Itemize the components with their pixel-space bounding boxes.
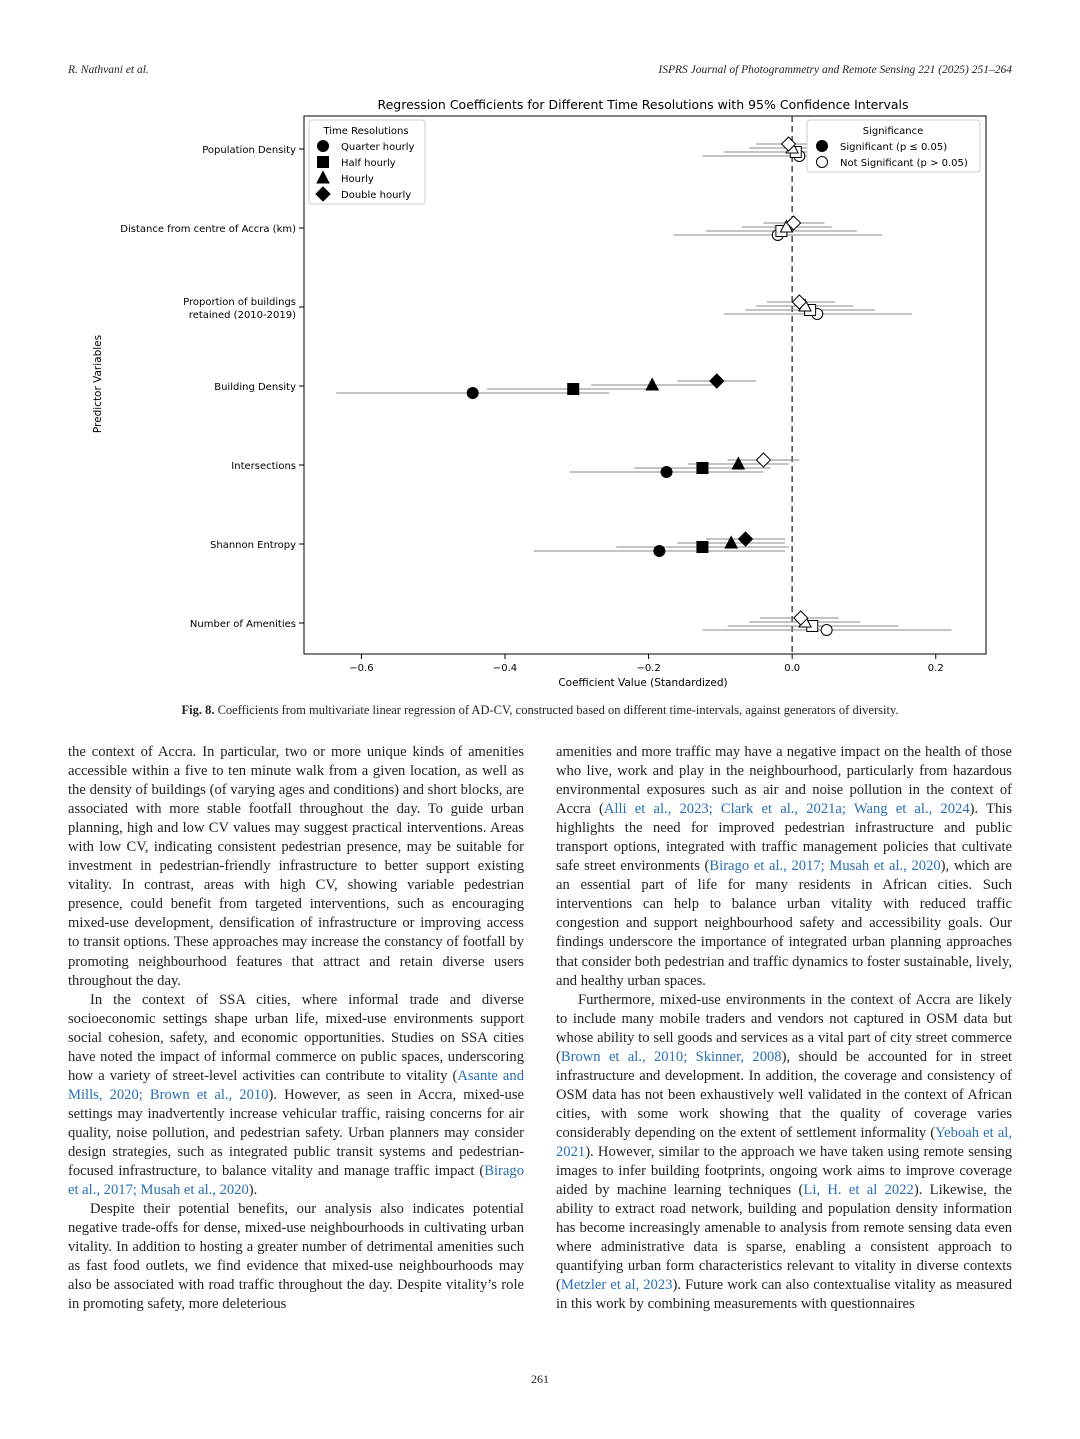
x-axis-label: Coefficient Value (Standardized) [558,677,728,689]
legend-title: Time Resolutions [323,126,409,137]
paragraph-text: Furthermore, mixed-use environments in the context of Accra are likely to include many mobile traders and vendors not captured in OSM data but whose ability to sell goods and services as a vital part of city street commerce ( [556,991,1012,1065]
legend-marker [318,157,329,168]
coefficient-point [821,625,832,636]
x-tick-label: −0.6 [349,663,374,674]
coefficient-point [467,388,478,399]
coefficient-point [697,463,708,474]
figure-caption [68,703,1012,718]
coefficient-point [739,532,753,546]
paragraph-text: ). [248,1182,258,1199]
coefficient-point [756,453,770,467]
citation-link[interactable]: Asante and Mills, 2020; Brown et al., 2010 [68,1067,524,1103]
citation-link[interactable]: Metzler et al, 2023 [560,1277,673,1294]
legend-marker [817,157,828,168]
marks-layer [336,137,951,636]
legend-significance [807,120,980,172]
y-tick-label: Shannon Entropy [210,540,296,551]
legend-entry: Significant (p ≤ 0.05) [840,142,948,153]
coefficient-point [661,467,672,478]
paragraph-text: Despite their potential benefits, our analysis also indicates potential negative trade-offs for dense, mixed-use neighbourhoods in cultivating urban vitality. In addition to hosting a greater number of detrimental amenities such as fast food outlets, we find evidence that mixed-use neighbourhoods may also be associated with road traffic throughout the day. Despite vitality’s role in promoting safety, more deleterious [68,1201,524,1313]
regression-chart [80,92,1000,692]
citation-link[interactable]: Birago et al., 2017; Musah et al., 2020 [68,1163,524,1199]
paragraph-text: amenities and more traffic may have a negative impact on the health of those who live, work and play in the neighbourhood, particularly from hazardous environmental exposures such as air and noise pollution in the context of Accra ( [556,744,1012,818]
y-tick-label: Building Density [214,382,296,393]
legend-title: Significance [862,126,924,137]
coefficient-point [725,537,737,549]
paragraph-text: ). Likewise, the ability to extract road network, building and population density information has become increasingly amenable to analysis from remote sensing data even where administrative data is sparse, enabling a consistent approach to quantifying urban form characteristics relevant to vitality in diverse contexts ( [556,1182,1012,1294]
paragraph [68,991,524,1201]
paragraph-text: ). However, as seen in Accra, mixed-use settings may inadvertently increase vehicular traffic, raising concerns for air quality, noise pollution, and pedestrian safety. Urban planners may consider design strategies, such as integrated public transit systems and pedestrian-focused infrastructure, to balance vitality and manage traffic impact ( [68,1086,524,1180]
citation-link[interactable]: Yeboah et al, 2021 [556,1124,1012,1160]
paragraph-text: ), should be accounted for in street infrastructure and development. In addition, the coverage and consistency of OSM data has not been exhaustively well validated in the context of African cities, with some work showing that the quality of coverage varies considerably depending on the extent of settlement informality ( [556,1048,1012,1141]
coefficient-point [697,542,708,553]
y-tick-label: Number of Amenities [189,619,296,630]
legend-time-resolutions [309,120,425,204]
axis-layer [120,116,943,674]
paragraph [68,743,524,991]
running-head-authors: R. Nathvani et al. [68,64,149,76]
coefficient-point [732,458,744,470]
y-tick-label: Intersections [231,461,296,472]
x-tick-label: −0.2 [636,663,661,674]
page-number: 261 [531,1372,549,1386]
citation-link[interactable]: Birago et al., 2017; Musah et al., 2020 [709,858,941,875]
paragraph [68,1200,524,1314]
y-tick-label-line: retained (2010-2019) [188,310,296,321]
caption-label: Fig. 8. [181,703,215,717]
legend-marker [817,141,828,152]
paragraph-text: ). This highlights the need for improved pedestrian infrastructure and public transport options, integrated with traffic management policies that cultivate safe street environments ( [556,801,1012,875]
y-tick-label: Population Density [202,145,296,156]
chart-title: Regression Coefficients for Different Time Resolutions with 95% Confidence Intervals [377,97,909,112]
figure-8 [80,92,1000,692]
paragraph-text: ). However, similar to the approach we have taken using remote sensing images to infer building footprints, ongoing work aims to improve coverage aided by machine learning techniques ( [556,1143,1012,1199]
legend-entry: Double hourly [341,190,412,201]
y-tick-label-line: Proportion of buildings [183,297,296,308]
caption-text: Coefficients from multivariate linear regression of AD-CV, constructed based on different time-intervals, against generators of diversity. [217,703,899,717]
citation-link[interactable]: Alli et al., 2023; Clark et al., 2021a; Wang et al., 2024 [603,801,970,818]
legend-entry: Hourly [341,174,374,185]
body-column-left [68,743,524,1314]
legend-marker [318,141,329,152]
paragraph [556,991,1012,1315]
legend-entry: Quarter hourly [341,142,415,153]
legend-entry: Half hourly [341,158,396,169]
y-axis-label: Predictor Variables [92,334,104,434]
citation-link[interactable]: Brown et al., 2010; Skinner, 2008 [560,1048,782,1065]
paragraph-text: ). Future work can also contextualise vitality as measured in this work by combining measurements with questionnaires [556,1277,1012,1313]
coefficient-point [568,384,579,395]
coefficient-point [654,546,665,557]
x-tick-label: −0.4 [492,663,518,674]
paragraph-text: ), which are an essential part of life for many residents in African cities. Such interventions can help to balance urban vitality with reduced traffic congestion and support neighbourhood safety and accessibility goals. Our findings underscore the importance of integrated urban planning approaches that consider both pedestrian and traffic dynamics to foster sustainable, lively, and healthy urban spaces. [556,858,1012,989]
running-head-journal: ISPRS Journal of Photogrammetry and Remote Sensing 221 (2025) 251–264 [658,64,1012,76]
coefficient-point [710,374,724,388]
paragraph-text: In the context of SSA cities, where informal trade and diverse socioeconomic settings shape urban life, mixed-use environments support social cohesion, safety, and economic opportunities. Studies on SSA cities have noted the impact of informal commerce on public spaces, underscoring how a variety of street-level activities can contribute to vitality ( [68,991,524,1084]
x-tick-label: 0.0 [784,663,801,674]
y-tick-label [183,297,296,321]
paragraph [556,743,1012,991]
coefficient-point [646,379,658,391]
body-column-right [556,743,1012,1314]
paragraph-text: the context of Accra. In particular, two or more unique kinds of amenities accessible within a five to ten minute walk from a given location, as well as the density of buildings (of varying ages and conditions) and short blocks, are associated with more stable footfall throughout the day. To guide urban planning, high and low CV values may suggest practical interventions. Areas with low CV, indicating consistent pedestrian presence, may be suitable for investment in pedestrian-friendly infrastructure to better support existing vitality. In contrast, areas with high CV, showing variable pedestrian presence, could benefit from targeted interventions, such as encouraging mixed-use development, densification of infrastructure or improving access to transit options. These approaches may increase the constancy of footfall by promoting neighbourhood features that attract and retain diverse users throughout the day. [68,744,524,989]
y-tick-label: Distance from centre of Accra (km) [120,224,296,235]
citation-link[interactable]: Li, H. et al 2022 [803,1182,914,1199]
legend-entry: Not Significant (p > 0.05) [840,158,968,169]
x-tick-label: 0.2 [927,663,944,674]
